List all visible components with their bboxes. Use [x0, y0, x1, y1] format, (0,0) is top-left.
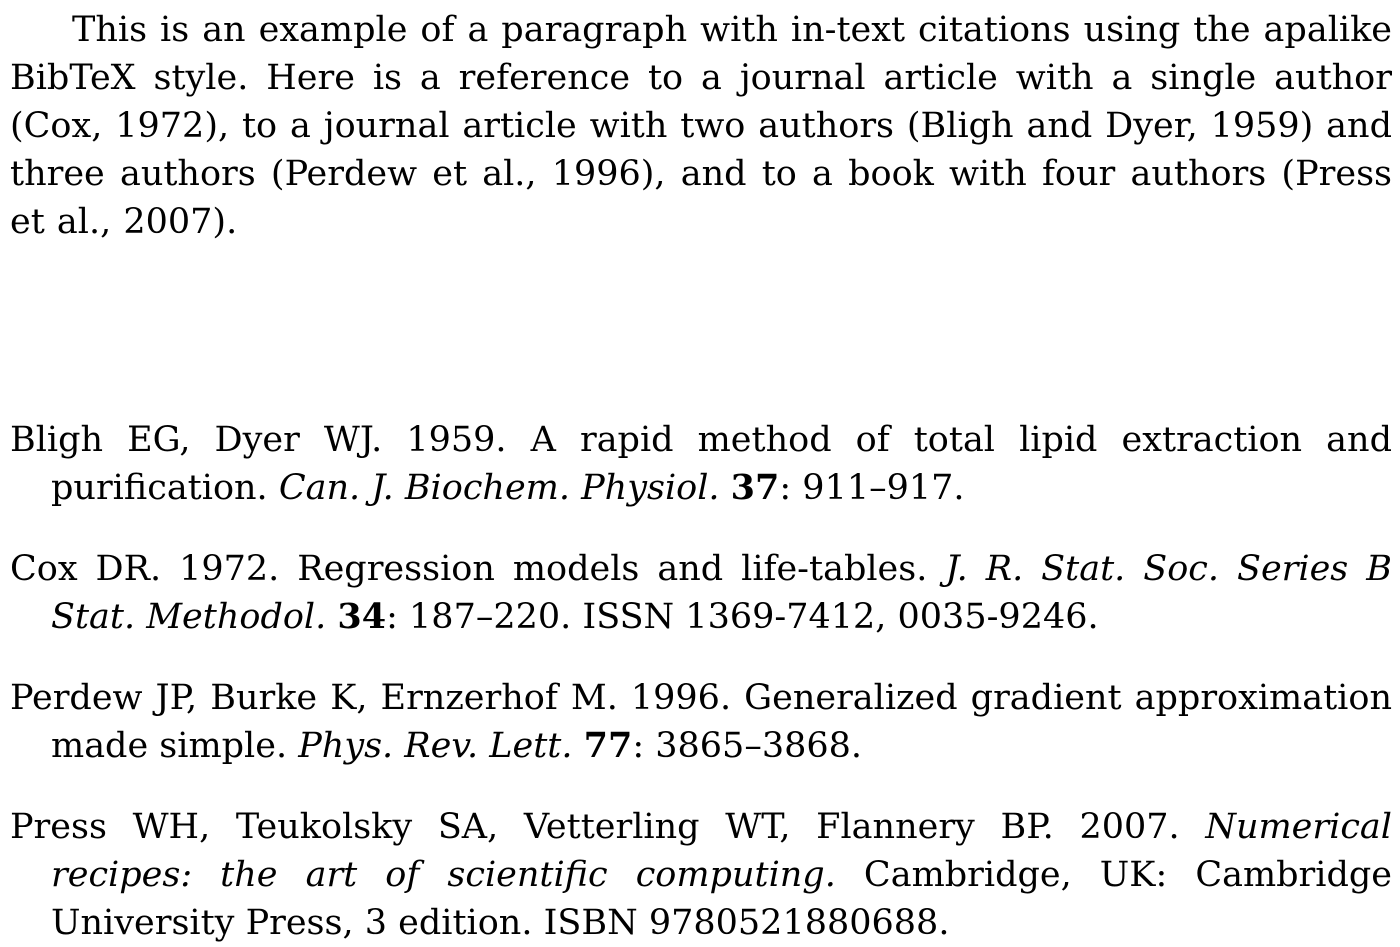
reference-list: [10, 416, 1392, 947]
reference-book-title: Numerical recipes: the art of scientific computing.: [51, 807, 1392, 895]
body-paragraph: This is an example of a paragraph with in-text citations using the apalike BibTeX style. Here is a reference to a journal article with a single author (Cox, 1972), to a journal article with two authors (Bligh and Dyer, 1959) and three authors (Perdew et al., 1996), and to a book with four authors (Press et al., 2007).: [10, 10, 1392, 242]
reference-volume: 77: [583, 725, 633, 766]
reference-authors-year: Perdew JP, Burke K, Ernzerhof M. 1996.: [10, 678, 732, 718]
reference-journal: Phys. Rev. Lett.: [298, 726, 573, 766]
reference-title: A rapid method of total lipid extraction and purification.: [51, 420, 1392, 508]
reference-authors-year: Cox DR. 1972.: [10, 549, 280, 589]
reference-item: [10, 545, 1392, 641]
reference-pages: : 187–220. ISSN 1369-7412, 0035-9246.: [386, 597, 1099, 637]
reference-title: Regression models and life-tables.: [297, 549, 928, 589]
reference-pages: : 3865–3868.: [632, 726, 863, 766]
reference-authors-year: Press WH, Teukolsky SA, Vetterling WT, Flannery BP. 2007.: [10, 807, 1180, 847]
reference-title: Generalized gradient approximation made simple.: [51, 678, 1392, 766]
reference-publisher-info: Cambridge, UK: Cambridge University Press, 3 edition. ISBN 9780521880688.: [51, 855, 1392, 943]
reference-pages: : 911–917.: [779, 468, 965, 508]
reference-item: [10, 674, 1392, 770]
reference-journal: Can. J. Biochem. Physiol.: [278, 468, 720, 508]
reference-volume: 37: [730, 467, 780, 508]
reference-journal: J. R. Stat. Soc. Series B Stat. Methodol.: [51, 549, 1392, 637]
reference-authors-year: Bligh EG, Dyer WJ. 1959.: [10, 420, 507, 460]
reference-item: [10, 803, 1392, 947]
reference-item: [10, 416, 1392, 512]
document-page: [10, 0, 1392, 947]
reference-volume: 34: [337, 596, 387, 637]
